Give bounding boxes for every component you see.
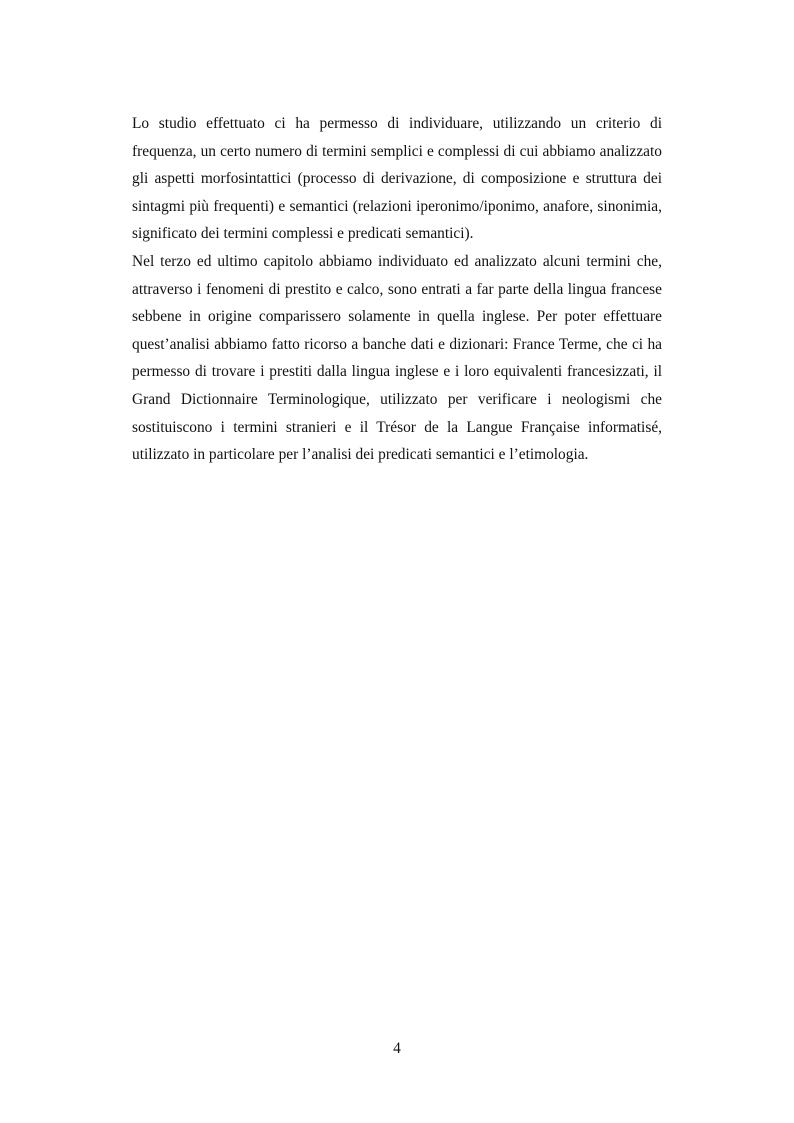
text-line: Nel terzo ed ultimo capitolo abbiamo individuato ed analizzato alcuni termini che, [132, 252, 662, 270]
text-line: utilizzato in particolare per l’analisi dei predicati semantici e l’etimologia. [132, 446, 589, 464]
text-line: sebbene in origine comparissero solamente in quella inglese. Per poter effettuare [132, 308, 662, 326]
text-line: sintagmi più frequenti) e semantici (relazioni iperonimo/iponimo, anafore, sinonimia, [132, 197, 662, 215]
text-line: Grand Dictionnaire Terminologique, utilizzato per verificare i neologismi che [132, 390, 662, 408]
text-line: significato dei termini complessi e predicati semantici). [132, 225, 474, 243]
body-text [132, 110, 662, 469]
text-line: gli aspetti morfosintattici (processo di derivazione, di composizione e struttura dei [132, 170, 662, 188]
text-line: frequenza, un certo numero di termini semplici e complessi di cui abbiamo analizzato [132, 142, 662, 160]
text-line: sostituiscono i termini stranieri e il Trésor de la Langue Française informatisé, [132, 418, 662, 436]
paragraph-2 [132, 248, 662, 469]
text-line: attraverso i fenomeni di prestito e calco, sono entrati a far parte della lingua francese [132, 280, 662, 298]
paragraph-1 [132, 110, 662, 248]
text-line: Lo studio effettuato ci ha permesso di individuare, utilizzando un criterio di [132, 115, 662, 132]
text-line: quest’analisi abbiamo fatto ricorso a banche dati e dizionari: France Terme, che ci ha [132, 335, 662, 353]
page-number: 4 [393, 1040, 401, 1057]
text-line: permesso di trovare i prestiti dalla lingua inglese e i loro equivalenti francesizzati, il [132, 363, 662, 381]
